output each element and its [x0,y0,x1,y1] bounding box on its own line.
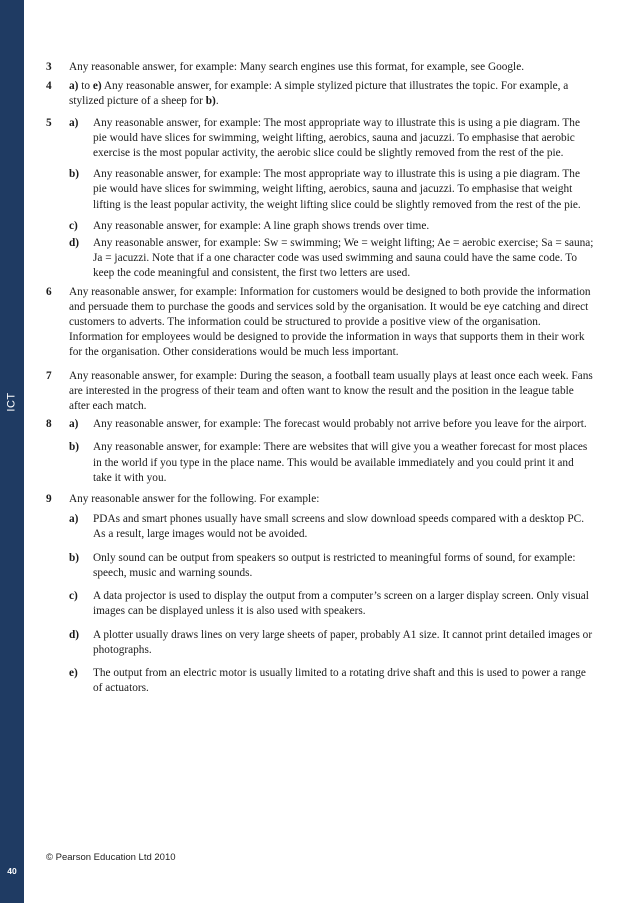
question-4 [46,79,594,109]
question-number: 8 [46,418,52,431]
answer-text [69,79,594,109]
sub-text: Any reasonable answer, for example: There are websites that will give you a weather forecast for most places in the world if you type in the place name. This would be available immediately and you could print it and take it with you. [93,441,588,484]
question-8 [46,417,594,486]
question-6 [46,285,594,361]
question-number: 6 [46,285,52,298]
question-3 [46,60,594,75]
sub-answer-b [69,551,594,581]
range-to: to [78,80,93,93]
part-reference: b) [205,95,216,108]
sub-label: c) [69,219,78,232]
sub-text: The output from an electric motor is usually limited to a rotating drive shaft and this is used to power a range of actuators. [93,666,586,695]
copyright-footer: © Pearson Education Ltd 2010 [46,852,176,863]
subject-tab [0,380,24,424]
sub-label: a) [69,116,79,129]
sub-label: b) [69,168,80,181]
question-number: 5 [46,116,52,129]
sub-text: Any reasonable answer, for example: The most appropriate way to illustrate this is using a pie diagram. The pie would have slices for swimming, weight lifting, aerobics, sauna and jacuzzi. To emphasise that aerobic exercise is the most popular activity, the aerobic slice could be slightly removed from the rest of the pie. [93,116,580,160]
sub-answer-b [69,440,594,486]
question-number: 4 [46,80,52,93]
answer-text: Any reasonable answer, for example: Many search engines use this format, for example, see Google. [69,61,525,73]
sub-text: A data projector is used to display the output from a computer’s screen on a larger display screen. Only visual images can be displayed unless it is also used with speakers. [93,590,589,618]
range-start: a) [69,80,79,93]
sub-label: e) [69,666,78,679]
sub-label: a) [69,513,79,526]
sub-label: d) [69,237,80,250]
sub-text: A plotter usually draws lines on very large sheets of paper, probably A1 size. It cannot print detailed images or photographs. [93,628,593,656]
sub-answer-c [69,219,594,234]
answer-text: Any reasonable answer, for example: Information for customers would be designed to both provide the information and persuade them to purchase the goods and services sold by the organisation. It would be eye catching and direct customers to adverts. The information could be structured to provide a positive view of the organisation. Information for employees would be designed to provide the information in ways that supports them in their work for the organisation. Other considerations would be much less important. [69,285,591,359]
sub-text: Any reasonable answer, for example: The forecast would probably not arrive before you leave for the airport. [93,418,587,431]
question-7 [46,369,594,415]
sub-label: a) [69,418,79,431]
page-number: 40 [7,866,17,876]
sub-answer-a [69,116,594,162]
answers-content [46,60,594,696]
sub-answer-a [69,512,594,542]
range-end: e) [92,80,102,93]
sub-answer-a [69,417,594,432]
answer-text: Any reasonable answer, for example: During the season, a football team usually plays at least once each week. Fans are interested in the progress of their team and often want to know the result and the position in the league table after each match. [69,369,593,413]
sub-label: c) [69,590,78,603]
side-bar [0,0,24,903]
question-number: 3 [46,61,52,73]
sub-answer-e [69,666,594,696]
sub-text: Any reasonable answer, for example: The most appropriate way to illustrate this is using a pie diagram. The pie would have slices for swimming, weight lifting, aerobics, sauna and jacuzzi. To emphasise that weight lifting is the least popular activity, the weight lifting slice could be slightly removed from the rest of the pie. [93,168,581,211]
sub-answer-d [69,628,594,658]
question-9 [46,492,594,696]
sub-answer-c [69,589,594,619]
answer-intro: Any reasonable answer for the following. For example: [69,493,320,506]
sub-text: Any reasonable answer, for example: Sw = swimming; We = weight lifting; Ae = aerobic exercise; Sa = sauna; Ja = jacuzzi. Note that if a one character code was used swimming and sauna could have the same code. To keep the code meaningful and consistent, the first two letters are used. [93,237,594,280]
subject-label: ICT [5,392,18,412]
sub-label: d) [69,628,80,641]
answer-text-part1: Any reasonable answer, for example: A simple stylized picture that illustrates the topic. For example, a stylized picture of a sheep for [69,80,569,108]
question-5 [46,116,594,282]
sub-label: b) [69,441,80,454]
question-number: 9 [46,493,52,506]
sub-answer-b [69,167,594,213]
sub-text: Any reasonable answer, for example: A line graph shows trends over time. [93,219,430,232]
sub-text: Only sound can be output from speakers so output is restricted to meaningful forms of sound, for example: speech, music and warning sounds. [93,551,576,579]
sub-label: b) [69,551,80,564]
answer-text-part2: . [215,95,219,108]
question-number: 7 [46,369,52,382]
sub-answer-d [69,236,594,282]
sub-text: PDAs and smart phones usually have small screens and slow download speeds compared with a desktop PC. As a result, large images would not be avoided. [93,513,585,541]
